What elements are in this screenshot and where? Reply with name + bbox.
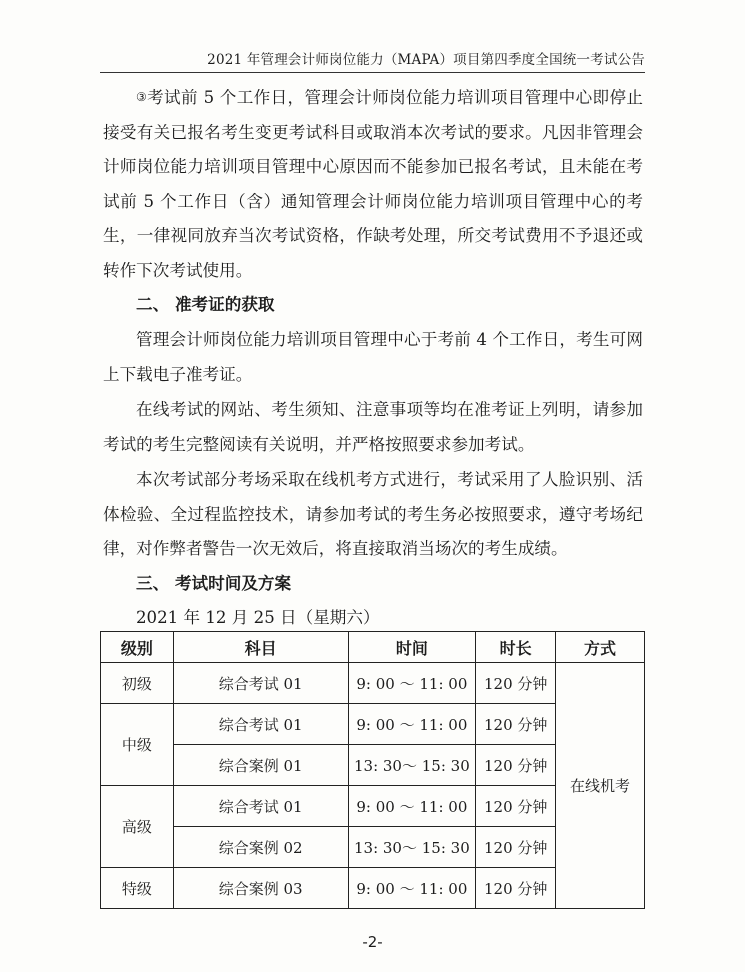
exam-date: 2021 年 12 月 25 日（星期六） <box>136 608 380 627</box>
subject-cell: 综合考试 01 <box>173 704 348 745</box>
level-cell: 初级 <box>101 663 174 704</box>
time-cell: 9: 00 ～ 11: 00 <box>348 868 476 909</box>
header-subject: 科目 <box>173 632 348 663</box>
level-cell: 特级 <box>101 868 174 909</box>
section-heading-exam-schedule: 三、 考试时间及方案 <box>136 573 292 593</box>
time-cell: 9: 00 ～ 11: 00 <box>348 663 476 704</box>
level-cell: 高级 <box>101 786 174 868</box>
table-header-row <box>101 632 645 663</box>
header-method: 方式 <box>556 632 645 663</box>
paragraph-exam-monitoring: 本次考试部分考场采取在线机考方式进行，考试采用了人脸识别、活体检验、全过程监控技术，请参加考试的考生务必按照要求，遵守考场纪律，对作弊者警告一次无效后，将直接取消当场次的考生成绩。 <box>103 470 643 558</box>
list-marker: ③ <box>136 90 148 104</box>
time-cell: 9: 00 ～ 11: 00 <box>348 786 476 827</box>
page-number: -2- <box>362 933 383 951</box>
paragraph-online-exam-notes: 在线考试的网站、考生须知、注意事项等均在准考证上列明，请参加考试的考生完整阅读有关说明，并严格按照要求参加考试。 <box>103 400 643 454</box>
time-cell: 13: 30～ 15: 30 <box>348 827 476 868</box>
duration-cell: 120 分钟 <box>476 745 556 786</box>
duration-cell: 120 分钟 <box>476 704 556 745</box>
section-heading-admission-ticket: 二、 准考证的获取 <box>136 294 275 314</box>
table-row <box>101 663 645 704</box>
paragraph-registration-change <box>103 80 643 288</box>
page-header: 2021 年管理会计师岗位能力（MAPA）项目第四季度全国统一考试公告 <box>100 50 645 73</box>
paragraph-download-ticket: 管理会计师岗位能力培训项目管理中心于考前 4 个工作日，考生可网上下载电子准考证。 <box>103 330 643 384</box>
subject-cell: 综合案例 03 <box>173 868 348 909</box>
subject-cell: 综合案例 01 <box>173 745 348 786</box>
paragraph-text: 考试前 5 个工作日，管理会计师岗位能力培训项目管理中心即停止接受有关已报名考生变更考试科目或取消本次考试的要求。凡因非管理会计师岗位能力培训项目管理中心原因而不能参加已报名考试，且未能在考试前 5 个工作日（含）通知管理会计师岗位能力培训项目管理中心的考生，一律视同放弃当次考试资格，作缺考处理，所交考试费用不予退还或转作下次考试使用。 <box>103 88 643 280</box>
duration-cell: 120 分钟 <box>476 827 556 868</box>
subject-cell: 综合考试 01 <box>173 663 348 704</box>
time-cell: 13: 30～ 15: 30 <box>348 745 476 786</box>
level-cell: 中级 <box>101 704 174 786</box>
time-cell: 9: 00 ～ 11: 00 <box>348 704 476 745</box>
header-time: 时间 <box>348 632 476 663</box>
header-duration: 时长 <box>476 632 556 663</box>
duration-cell: 120 分钟 <box>476 786 556 827</box>
exam-schedule-table <box>100 631 645 909</box>
subject-cell: 综合考试 01 <box>173 786 348 827</box>
duration-cell: 120 分钟 <box>476 663 556 704</box>
method-cell: 在线机考 <box>556 663 645 909</box>
subject-cell: 综合案例 02 <box>173 827 348 868</box>
header-level: 级别 <box>101 632 174 663</box>
duration-cell: 120 分钟 <box>476 868 556 909</box>
